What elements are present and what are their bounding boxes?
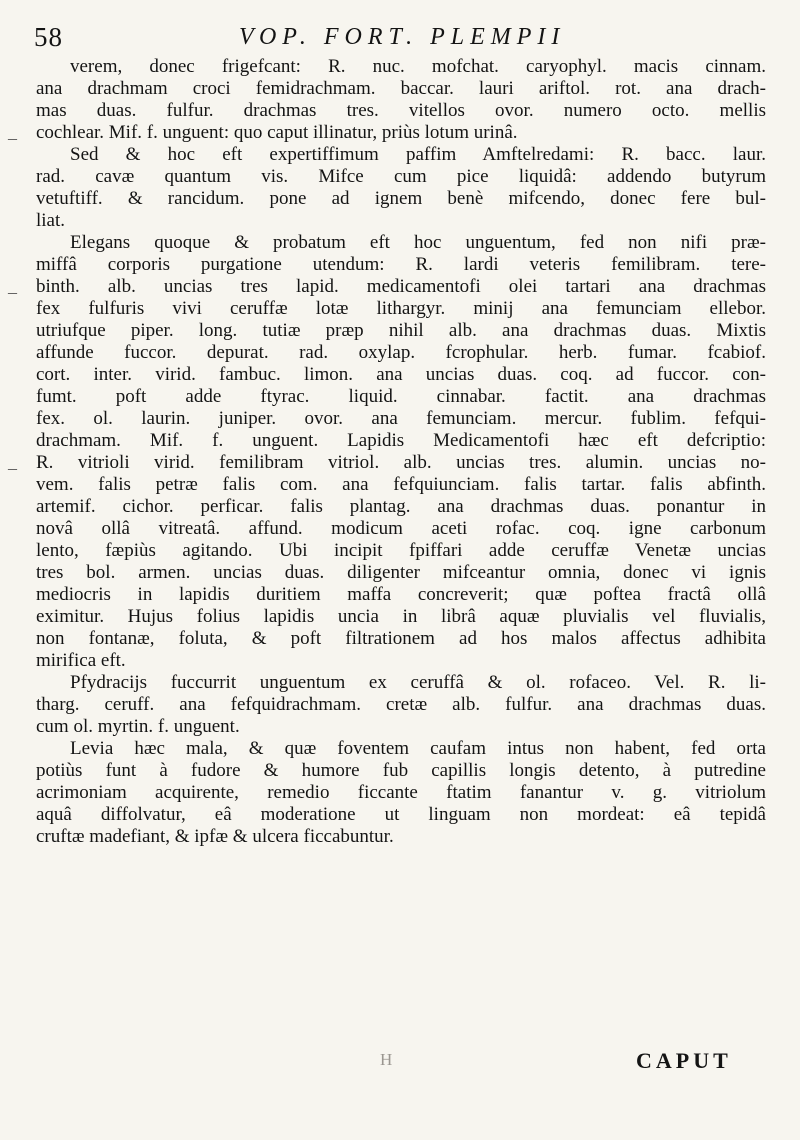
text-line: affunde fuccor. depurat. rad. oxylap. fcrophular. herb. fumar. fcabiof. [36, 342, 766, 363]
text-line: binth. alb. uncias tres lapid. medicamentofi olei tartari ana drachmas [36, 276, 766, 297]
paragraph [36, 738, 766, 848]
catchword: CAPUT [636, 1048, 732, 1073]
text-line: ana drachmam croci femidrachmam. baccar. lauri ariftol. rot. ana drach- [36, 78, 766, 99]
text-line: cum ol. myrtin. f. unguent. [36, 716, 240, 737]
margin-dash: – [8, 128, 17, 148]
page-number: 58 [34, 22, 63, 52]
margin-dash: – [8, 458, 17, 478]
text-line: vetuftiff. & rancidum. pone ad ignem benè mifcendo, donec fere bul- [36, 188, 766, 209]
text-line: mediocris in lapidis duritiem maffa concreverit; quæ poftea fractâ ollâ [36, 584, 766, 605]
text-line: drachmam. Mif. f. unguent. Lapidis Medicamentofi hæc eft defcriptio: [36, 430, 766, 451]
text-line: potiùs funt à fudore & humore fub capillis longis detento, à putredine [36, 760, 766, 781]
text-line: mirifica eft. [36, 650, 126, 671]
text-line: Sed & hoc eft expertiffimum paffim Amftelredami: R. bacc. laur. [70, 144, 766, 165]
text-line: acrimoniam acquirente, remedio ficcante ftatim fanantur v. g. vitriolum [36, 782, 766, 803]
running-head: VOP. FORT. PLEMPII [239, 24, 566, 50]
show-through-letter: H [380, 1050, 393, 1069]
text-line: artemif. cichor. perficar. falis plantag. ana drachmas duas. ponantur in [36, 496, 766, 517]
paragraph [36, 232, 766, 672]
text-line: cort. inter. virid. fambuc. limon. ana uncias duas. coq. ad fuccor. con- [36, 364, 766, 385]
text-line: vem. falis petræ falis com. ana fefquiunciam. falis tartar. falis abfinth. [36, 474, 766, 495]
text-line: non fontanæ, foluta, & poft filtrationem ad hos malos affectus adhibita [36, 628, 766, 649]
text-line: fex fulfuris vivi ceruffæ lotæ lithargyr. minij ana femunciam ellebor. [36, 298, 766, 319]
text-line: mas duas. fulfur. drachmas tres. vitellos ovor. numero octo. mellis [36, 100, 766, 121]
text-line: miffâ corporis purgatione utendum: R. lardi veteris femilibram. tere- [36, 254, 766, 275]
text-line: fumt. poft adde ftyrac. liquid. cinnabar. factit. ana drachmas [36, 386, 766, 407]
body-text [36, 56, 766, 848]
page-header [34, 20, 774, 54]
text-line: aquâ diffolvatur, eâ moderatione ut linguam non mordeat: eâ tepidâ [36, 804, 766, 825]
text-line: verem, donec frigefcant: R. nuc. mofchat. caryophyl. macis cinnam. [70, 56, 766, 77]
text-line: tharg. ceruff. ana fefquidrachmam. cretæ alb. fulfur. ana drachmas duas. [36, 694, 766, 715]
paragraph [36, 672, 766, 738]
text-line: rad. cavæ quantum vis. Mifce cum pice liquidâ: addendo butyrum [36, 166, 766, 187]
text-line: cochlear. Mif. f. unguent: quo caput illinatur, priùs lotum urinâ. [36, 122, 518, 143]
margin-dash: – [8, 282, 17, 302]
text-line: tres bol. armen. uncias duas. diligenter mifceantur omnia, donec vi ignis [36, 562, 766, 583]
text-line: eximitur. Hujus folius lapidis uncia in librâ aquæ pluvialis vel fluvialis, [36, 606, 766, 627]
text-line: Levia hæc mala, & quæ foventem caufam intus non habent, fed orta [70, 738, 766, 759]
text-line: fex. ol. laurin. juniper. ovor. ana femunciam. mercur. fublim. fefqui- [36, 408, 766, 429]
paragraph [36, 56, 766, 144]
text-line: utriufque piper. long. tutiæ præp nihil alb. ana drachmas duas. Mixtis [36, 320, 766, 341]
text-line: cruftæ madefiant, & ipfæ & ulcera ficcabuntur. [36, 826, 394, 847]
text-line: Elegans quoque & probatum eft hoc unguentum, fed non nifi præ- [70, 232, 766, 253]
paragraph [36, 144, 766, 232]
text-line: Pfydracijs fuccurrit unguentum ex ceruffâ & ol. rofaceo. Vel. R. li- [70, 672, 766, 693]
text-line: R. vitrioli virid. femilibram vitriol. alb. uncias tres. alumin. uncias no- [36, 452, 766, 473]
text-line: liat. [36, 210, 66, 231]
text-line: lento, fæpiùs agitando. Ubi incipit fpiffari adde ceruffæ Venetæ uncias [36, 540, 766, 561]
text-line: novâ ollâ vitreatâ. affund. modicum aceti rofac. coq. igne carbonum [36, 518, 766, 539]
